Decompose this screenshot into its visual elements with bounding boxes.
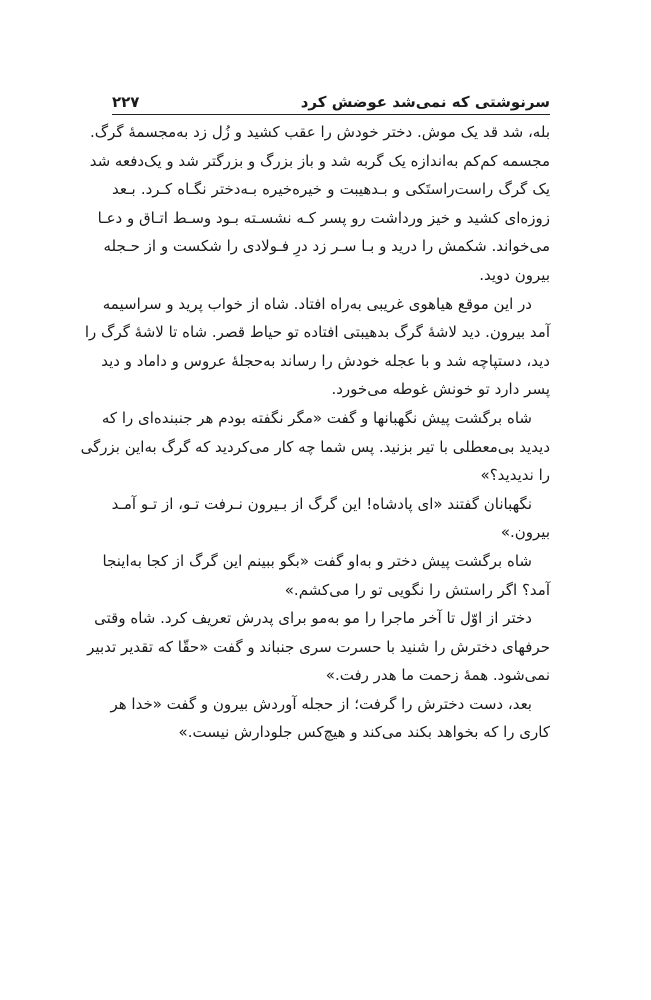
body-text (80, 118, 550, 747)
text-line: بله، شد قد یک موش. دختر خودش را عقب کشید و زُل زد به‌مجسمهٔ گرگ. (89, 123, 550, 141)
text-line: آمد؟ اگر راستش را نگویی تو را می‌کشم.» (284, 580, 550, 599)
text-line: کاری را که بخواهد بکند می‌کند و هیچ‌کس جلودارش نیست.» (178, 723, 550, 742)
running-title: سرنوشتی که نمی‌شد عوضش کرد (300, 93, 550, 111)
text-line: پسر دارد تو خونش غوطه می‌خورد. (331, 380, 550, 399)
paragraph (112, 690, 550, 747)
text-line: زوزه‌ای کشید و خیز ورداشت رو پسر کـه نشسـته بـود وسـط اتـاق و دعـا (97, 208, 550, 227)
text-line: بیرون.» (500, 523, 550, 542)
paragraph (87, 604, 550, 690)
header-rule (112, 114, 550, 115)
text-line: دید، دستپاچه شد و با عجله خودش را رساند به‌حجلهٔ عروس و داماد و دید (101, 351, 550, 370)
paragraph (89, 118, 550, 290)
paragraph (112, 490, 550, 547)
text-line: شاه برگشت پیش نگهبانها و گفت «مگر نگفته بودم هر جنبنده‌ای را که (101, 408, 532, 427)
text-line: مجسمه کم‌کم به‌اندازه یک گربه شد و باز بزرگ و بزرگتر شد و یک‌دفعه شد (89, 151, 550, 170)
text-line: حرفهای دخترش را شنید با حسرت سری جنباند و گفت «حقّا که تقدیر تدبیر (87, 637, 550, 656)
text-line: دیدید بی‌معطلی با تیر بزنید. پس شما چه کار می‌کردید که گرگ به‌این بزرگی (80, 437, 550, 456)
page-header (112, 82, 550, 112)
text-line: بیرون دوید. (479, 265, 550, 284)
text-line: شاه برگشت پیش دختر و به‌او گفت «بگو ببینم این گرگ از کجا به‌اینجا (102, 551, 532, 570)
page-number: ۲۲۷ (112, 93, 140, 111)
text-line: دختر از اوّل تا آخر ماجرا را مو به‌مو برای پدرش تعریف کرد. شاه وقتی (94, 609, 532, 628)
text-line: در این موقع هیاهوی غریبی به‌راه افتاد. شاه از خواب پرید و سراسیمه (102, 294, 532, 313)
text-line: را ندیدید؟» (480, 466, 550, 485)
text-line: آمد بیرون. دید لاشهٔ گرگ بدهیبتی افتاده تو حیاط قصر. شاه تا لاشهٔ گرگ را (84, 323, 550, 342)
text-line: می‌خواند. شکمش را درید و بـا سـر زد درِ فـولادی را شکست و از حـجله (103, 237, 550, 256)
text-line: نگهبانان گفتند «ای پادشاه! این گرگ از بـیرون نـرفت تـو، از تـو آمـد (111, 494, 532, 513)
text-line: یک گرگ راست‌راستَکی و بـدهیبت و خیره‌خیره بـه‌دختر نگـاه کـرد. بـعد (112, 180, 550, 199)
paragraph (84, 290, 550, 404)
text-line: بعد، دست دخترش را گرفت؛ از حجله آوردش بیرون و گفت «خدا هر (110, 694, 532, 713)
paragraph (102, 547, 550, 604)
paragraph (80, 404, 550, 490)
text-line: نمی‌شود. همهٔ زحمت ما هدر رفت.» (325, 666, 550, 685)
